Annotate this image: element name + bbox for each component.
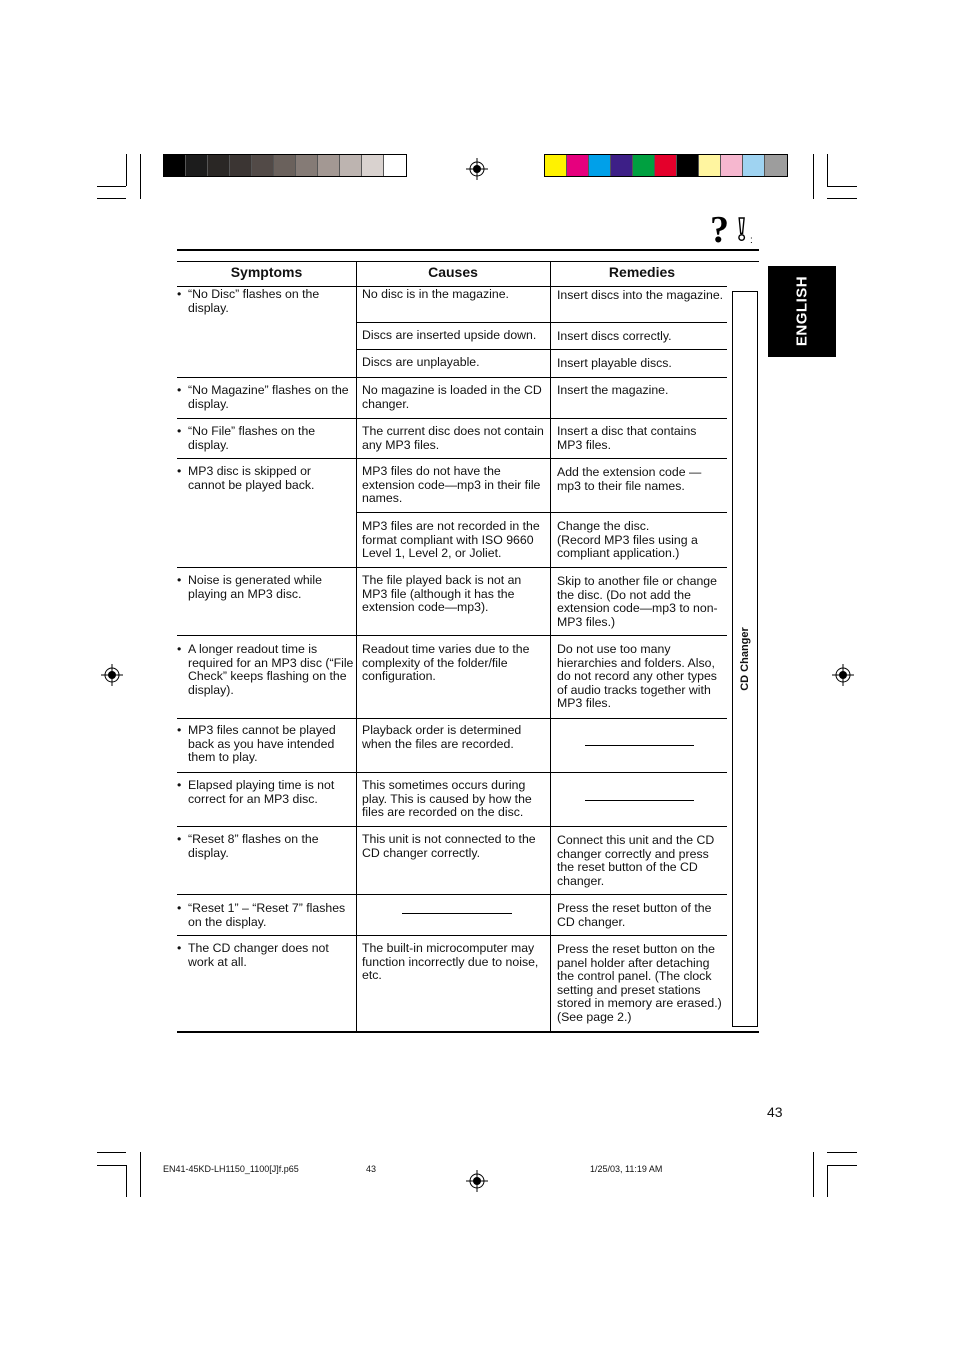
cause-cell: Readout time varies due to the complexity of the folder/file configuration. (362, 642, 530, 684)
no-remedy-dash (585, 800, 694, 801)
color-swatch (274, 155, 296, 176)
question-exclamation-icon (710, 208, 760, 246)
cause-cell: Discs are unplayable. (362, 355, 480, 369)
color-swatch (633, 155, 655, 176)
symptom-no-disc: • “No Disc” flashes on the display. (177, 288, 348, 315)
symptom-long-readout: • A longer readout time is required for an MP3 disc (“File Check” keeps flashing on the display). (177, 643, 358, 697)
color-swatch (677, 155, 699, 176)
color-swatch (252, 155, 274, 176)
color-swatch (611, 155, 633, 176)
cause-cell: The current disc does not contain any MP3 files. (362, 424, 544, 452)
column-header-remedies: Remedies (608, 264, 676, 280)
cause-cell: This unit is not connected to the CD changer correctly. (362, 832, 536, 860)
symptom-reset-1-7: • “Reset 1” – “Reset 7” flashes on the display. (177, 902, 350, 929)
page-number: 43 (767, 1104, 783, 1120)
symptom-mp3-order: • MP3 files cannot be played back as you have intended them to play. (177, 724, 356, 765)
remedy-cell: Insert the magazine. (557, 383, 669, 397)
remedy-cell: Insert discs into the magazine. (557, 288, 724, 302)
color-swatch (567, 155, 589, 176)
symptom-no-magazine: • “No Magazine” flashes on the display. (177, 384, 350, 411)
registration-mark-icon (466, 158, 488, 180)
cause-cell: No disc is in the magazine. (362, 287, 509, 301)
svg-text:!: ! (736, 211, 748, 246)
color-swatch (230, 155, 252, 176)
color-swatch (589, 155, 611, 176)
column-header-causes: Causes (428, 264, 478, 280)
symptom-reset-8: • “Reset 8” flashes on the display. (177, 833, 350, 860)
section-side-label: CD Changer (739, 627, 751, 691)
color-swatch (655, 155, 677, 176)
symptom-noise: • Noise is generated while playing an MP3 disc. (177, 574, 350, 601)
cause-cell: The file played back is not an MP3 file (although it has the extension code—mp3). (362, 573, 522, 615)
footer-date: 1/25/03, 11:19 AM (590, 1164, 663, 1174)
column-header-symptoms: Symptoms (230, 264, 303, 280)
remedy-cell: Insert discs correctly. (557, 329, 672, 343)
color-swatch (362, 155, 384, 176)
cause-cell: Discs are inserted upside down. (362, 328, 537, 342)
svg-text::: : (750, 235, 753, 246)
registration-mark-icon (832, 664, 854, 686)
table-top-rule (177, 249, 759, 251)
remedy-cell: Do not use too many hierarchies and folders. Also, do not record any other types of audio tracks together with MP3 files. (557, 642, 717, 711)
footer-filename: EN41-45KD-LH1150_1100[J]f.p65 (163, 1164, 299, 1174)
registration-mark-icon (466, 1170, 488, 1192)
remedy-cell: Connect this unit and the CD changer correctly and press the reset button of the CD changer. (557, 833, 715, 888)
cause-cell: The built-in microcomputer may function incorrectly due to noise, etc. (362, 941, 539, 983)
table-bottom-rule (177, 1031, 759, 1033)
no-remedy-dash (585, 745, 694, 746)
header-top-line (177, 261, 759, 262)
remedy-line: (Record MP3 files using a compliant application.) (557, 532, 698, 561)
color-swatch (208, 155, 230, 176)
remedy-cell: Add the extension code —mp3 to their file names. (557, 465, 702, 493)
remedy-cell: Press the reset button on the panel holder after detaching the control panel. (The clock setting and preset stations stored in memory are erased.) (See page 2.) (557, 942, 722, 1024)
color-swatch (721, 155, 743, 176)
color-swatch (164, 155, 186, 176)
remedy-cell: Insert a disc that contains MP3 files. (557, 424, 697, 452)
symptom-mp3-skipped: • MP3 disc is skipped or cannot be played back. (177, 465, 350, 492)
remedy-cell (557, 520, 725, 561)
symptom-changer-not-working: • The CD changer does not work at all. (177, 942, 350, 969)
remedy-line: Change the disc. (557, 519, 650, 533)
color-swatch (340, 155, 362, 176)
color-swatch (186, 155, 208, 176)
color-swatch (743, 155, 765, 176)
remedy-cell: Insert playable discs. (557, 356, 672, 370)
cause-cell: MP3 files are not recorded in the format compliant with ISO 9660 Level 1, Level 2, or Joliet. (362, 519, 540, 561)
color-swatch (318, 155, 340, 176)
color-swatch (765, 155, 787, 176)
symptom-no-file: • “No File” flashes on the display. (177, 425, 350, 452)
cause-cell: No magazine is loaded in the CD changer. (362, 383, 542, 411)
no-cause-dash (402, 913, 512, 914)
svg-text:?: ? (710, 209, 729, 246)
cause-cell: Playback order is determined when the files are recorded. (362, 723, 522, 751)
color-swatch (699, 155, 721, 176)
color-swatch (296, 155, 318, 176)
remedy-cell: Press the reset button of the CD changer. (557, 901, 712, 929)
language-tab-label: ENGLISH (793, 275, 811, 347)
cause-cell: MP3 files do not have the extension code—mp3 in their file names. (362, 464, 541, 506)
gray-calibration-bar (163, 154, 407, 177)
registration-mark-icon (101, 664, 123, 686)
footer-page: 43 (366, 1164, 377, 1174)
color-swatch (384, 155, 406, 176)
cause-cell: This sometimes occurs during play. This is caused by how the files are recorded on the disc. (362, 778, 532, 820)
color-swatch (545, 155, 567, 176)
remedy-cell: Skip to another file or change the disc. (Do not add the extension code—mp3 to non-MP3 files.) (557, 574, 718, 629)
color-calibration-bar (544, 154, 788, 177)
language-tab (768, 266, 836, 357)
symptom-elapsed-time: • Elapsed playing time is not correct for an MP3 disc. (177, 779, 356, 806)
